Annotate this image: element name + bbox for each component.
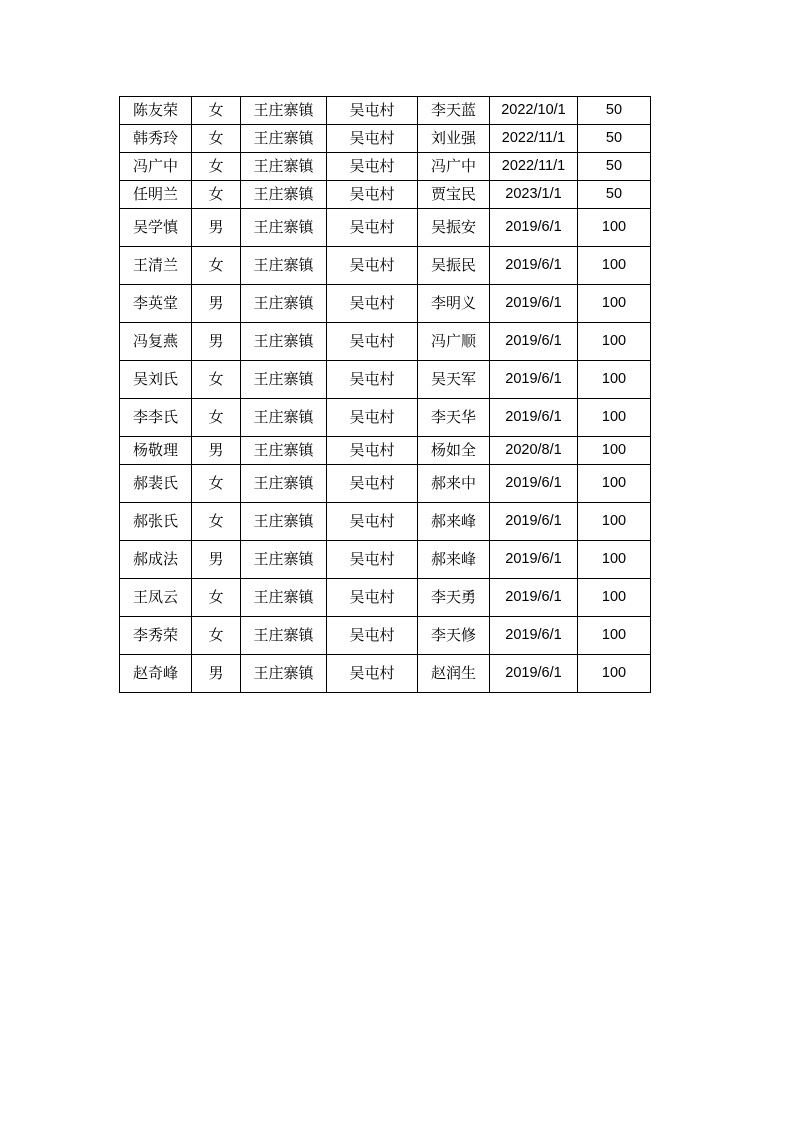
- date-cell: 2022/10/1: [490, 97, 578, 125]
- amount-cell: 100: [578, 579, 651, 617]
- contact-cell: 李天蓝: [418, 97, 490, 125]
- contact-cell: 郝来峰: [418, 541, 490, 579]
- name-cell: 杨敬理: [120, 437, 192, 465]
- village-cell: 吴屯村: [327, 181, 418, 209]
- town-cell: 王庄寨镇: [241, 323, 327, 361]
- date-cell: 2019/6/1: [490, 541, 578, 579]
- date-cell: 2019/6/1: [490, 285, 578, 323]
- amount-cell: 100: [578, 209, 651, 247]
- document-sheet: [119, 96, 651, 693]
- table-row: [120, 323, 651, 361]
- table-row: [120, 617, 651, 655]
- amount-cell: 50: [578, 153, 651, 181]
- gender-cell: 女: [192, 247, 241, 285]
- town-cell: 王庄寨镇: [241, 399, 327, 437]
- date-cell: 2019/6/1: [490, 465, 578, 503]
- amount-cell: 100: [578, 323, 651, 361]
- village-cell: 吴屯村: [327, 153, 418, 181]
- amount-cell: 100: [578, 399, 651, 437]
- name-cell: 王清兰: [120, 247, 192, 285]
- gender-cell: 男: [192, 437, 241, 465]
- village-cell: 吴屯村: [327, 503, 418, 541]
- name-cell: 韩秀玲: [120, 125, 192, 153]
- village-cell: 吴屯村: [327, 617, 418, 655]
- date-cell: 2019/6/1: [490, 209, 578, 247]
- gender-cell: 女: [192, 579, 241, 617]
- table-row: [120, 541, 651, 579]
- date-cell: 2019/6/1: [490, 323, 578, 361]
- town-cell: 王庄寨镇: [241, 181, 327, 209]
- village-cell: 吴屯村: [327, 465, 418, 503]
- table-row: [120, 181, 651, 209]
- contact-cell: 李天修: [418, 617, 490, 655]
- table-row: [120, 153, 651, 181]
- gender-cell: 女: [192, 361, 241, 399]
- contact-cell: 李天勇: [418, 579, 490, 617]
- name-cell: 陈友荣: [120, 97, 192, 125]
- name-cell: 李秀荣: [120, 617, 192, 655]
- village-cell: 吴屯村: [327, 247, 418, 285]
- village-cell: 吴屯村: [327, 541, 418, 579]
- roster-table: [119, 96, 651, 693]
- table-row: [120, 209, 651, 247]
- gender-cell: 女: [192, 503, 241, 541]
- village-cell: 吴屯村: [327, 285, 418, 323]
- town-cell: 王庄寨镇: [241, 655, 327, 693]
- name-cell: 李李氏: [120, 399, 192, 437]
- table-row: [120, 503, 651, 541]
- date-cell: 2019/6/1: [490, 503, 578, 541]
- contact-cell: 杨如全: [418, 437, 490, 465]
- village-cell: 吴屯村: [327, 437, 418, 465]
- amount-cell: 100: [578, 437, 651, 465]
- table-row: [120, 285, 651, 323]
- town-cell: 王庄寨镇: [241, 437, 327, 465]
- town-cell: 王庄寨镇: [241, 247, 327, 285]
- village-cell: 吴屯村: [327, 97, 418, 125]
- town-cell: 王庄寨镇: [241, 285, 327, 323]
- table-row: [120, 361, 651, 399]
- contact-cell: 冯广顺: [418, 323, 490, 361]
- contact-cell: 冯广中: [418, 153, 490, 181]
- gender-cell: 女: [192, 617, 241, 655]
- date-cell: 2020/8/1: [490, 437, 578, 465]
- name-cell: 郝裴氏: [120, 465, 192, 503]
- town-cell: 王庄寨镇: [241, 541, 327, 579]
- amount-cell: 100: [578, 617, 651, 655]
- date-cell: 2019/6/1: [490, 579, 578, 617]
- amount-cell: 50: [578, 181, 651, 209]
- name-cell: 李英堂: [120, 285, 192, 323]
- contact-cell: 吴振民: [418, 247, 490, 285]
- date-cell: 2019/6/1: [490, 361, 578, 399]
- name-cell: 郝张氏: [120, 503, 192, 541]
- contact-cell: 吴天军: [418, 361, 490, 399]
- amount-cell: 100: [578, 465, 651, 503]
- town-cell: 王庄寨镇: [241, 125, 327, 153]
- date-cell: 2022/11/1: [490, 125, 578, 153]
- table-row: [120, 655, 651, 693]
- gender-cell: 女: [192, 153, 241, 181]
- name-cell: 郝成法: [120, 541, 192, 579]
- village-cell: 吴屯村: [327, 399, 418, 437]
- name-cell: 冯复燕: [120, 323, 192, 361]
- village-cell: 吴屯村: [327, 209, 418, 247]
- contact-cell: 贾宝民: [418, 181, 490, 209]
- contact-cell: 郝来中: [418, 465, 490, 503]
- gender-cell: 女: [192, 125, 241, 153]
- date-cell: 2019/6/1: [490, 617, 578, 655]
- name-cell: 吴学慎: [120, 209, 192, 247]
- gender-cell: 女: [192, 181, 241, 209]
- village-cell: 吴屯村: [327, 579, 418, 617]
- table-row: [120, 125, 651, 153]
- town-cell: 王庄寨镇: [241, 579, 327, 617]
- village-cell: 吴屯村: [327, 323, 418, 361]
- contact-cell: 李天华: [418, 399, 490, 437]
- gender-cell: 女: [192, 465, 241, 503]
- town-cell: 王庄寨镇: [241, 465, 327, 503]
- name-cell: 王凤云: [120, 579, 192, 617]
- amount-cell: 100: [578, 503, 651, 541]
- village-cell: 吴屯村: [327, 125, 418, 153]
- date-cell: 2023/1/1: [490, 181, 578, 209]
- amount-cell: 100: [578, 361, 651, 399]
- amount-cell: 100: [578, 541, 651, 579]
- gender-cell: 男: [192, 541, 241, 579]
- date-cell: 2019/6/1: [490, 399, 578, 437]
- town-cell: 王庄寨镇: [241, 361, 327, 399]
- town-cell: 王庄寨镇: [241, 209, 327, 247]
- name-cell: 吴刘氏: [120, 361, 192, 399]
- town-cell: 王庄寨镇: [241, 617, 327, 655]
- town-cell: 王庄寨镇: [241, 503, 327, 541]
- table-row: [120, 437, 651, 465]
- amount-cell: 50: [578, 97, 651, 125]
- roster-table-body: [120, 97, 651, 693]
- date-cell: 2019/6/1: [490, 247, 578, 285]
- amount-cell: 100: [578, 247, 651, 285]
- amount-cell: 100: [578, 655, 651, 693]
- amount-cell: 50: [578, 125, 651, 153]
- table-row: [120, 97, 651, 125]
- contact-cell: 郝来峰: [418, 503, 490, 541]
- town-cell: 王庄寨镇: [241, 97, 327, 125]
- village-cell: 吴屯村: [327, 361, 418, 399]
- contact-cell: 李明义: [418, 285, 490, 323]
- contact-cell: 吴振安: [418, 209, 490, 247]
- name-cell: 任明兰: [120, 181, 192, 209]
- contact-cell: 赵润生: [418, 655, 490, 693]
- name-cell: 冯广中: [120, 153, 192, 181]
- table-row: [120, 247, 651, 285]
- gender-cell: 女: [192, 399, 241, 437]
- date-cell: 2019/6/1: [490, 655, 578, 693]
- gender-cell: 女: [192, 97, 241, 125]
- table-row: [120, 579, 651, 617]
- gender-cell: 男: [192, 655, 241, 693]
- gender-cell: 男: [192, 285, 241, 323]
- name-cell: 赵奇峰: [120, 655, 192, 693]
- gender-cell: 男: [192, 323, 241, 361]
- contact-cell: 刘业强: [418, 125, 490, 153]
- table-row: [120, 465, 651, 503]
- gender-cell: 男: [192, 209, 241, 247]
- town-cell: 王庄寨镇: [241, 153, 327, 181]
- village-cell: 吴屯村: [327, 655, 418, 693]
- table-row: [120, 399, 651, 437]
- date-cell: 2022/11/1: [490, 153, 578, 181]
- amount-cell: 100: [578, 285, 651, 323]
